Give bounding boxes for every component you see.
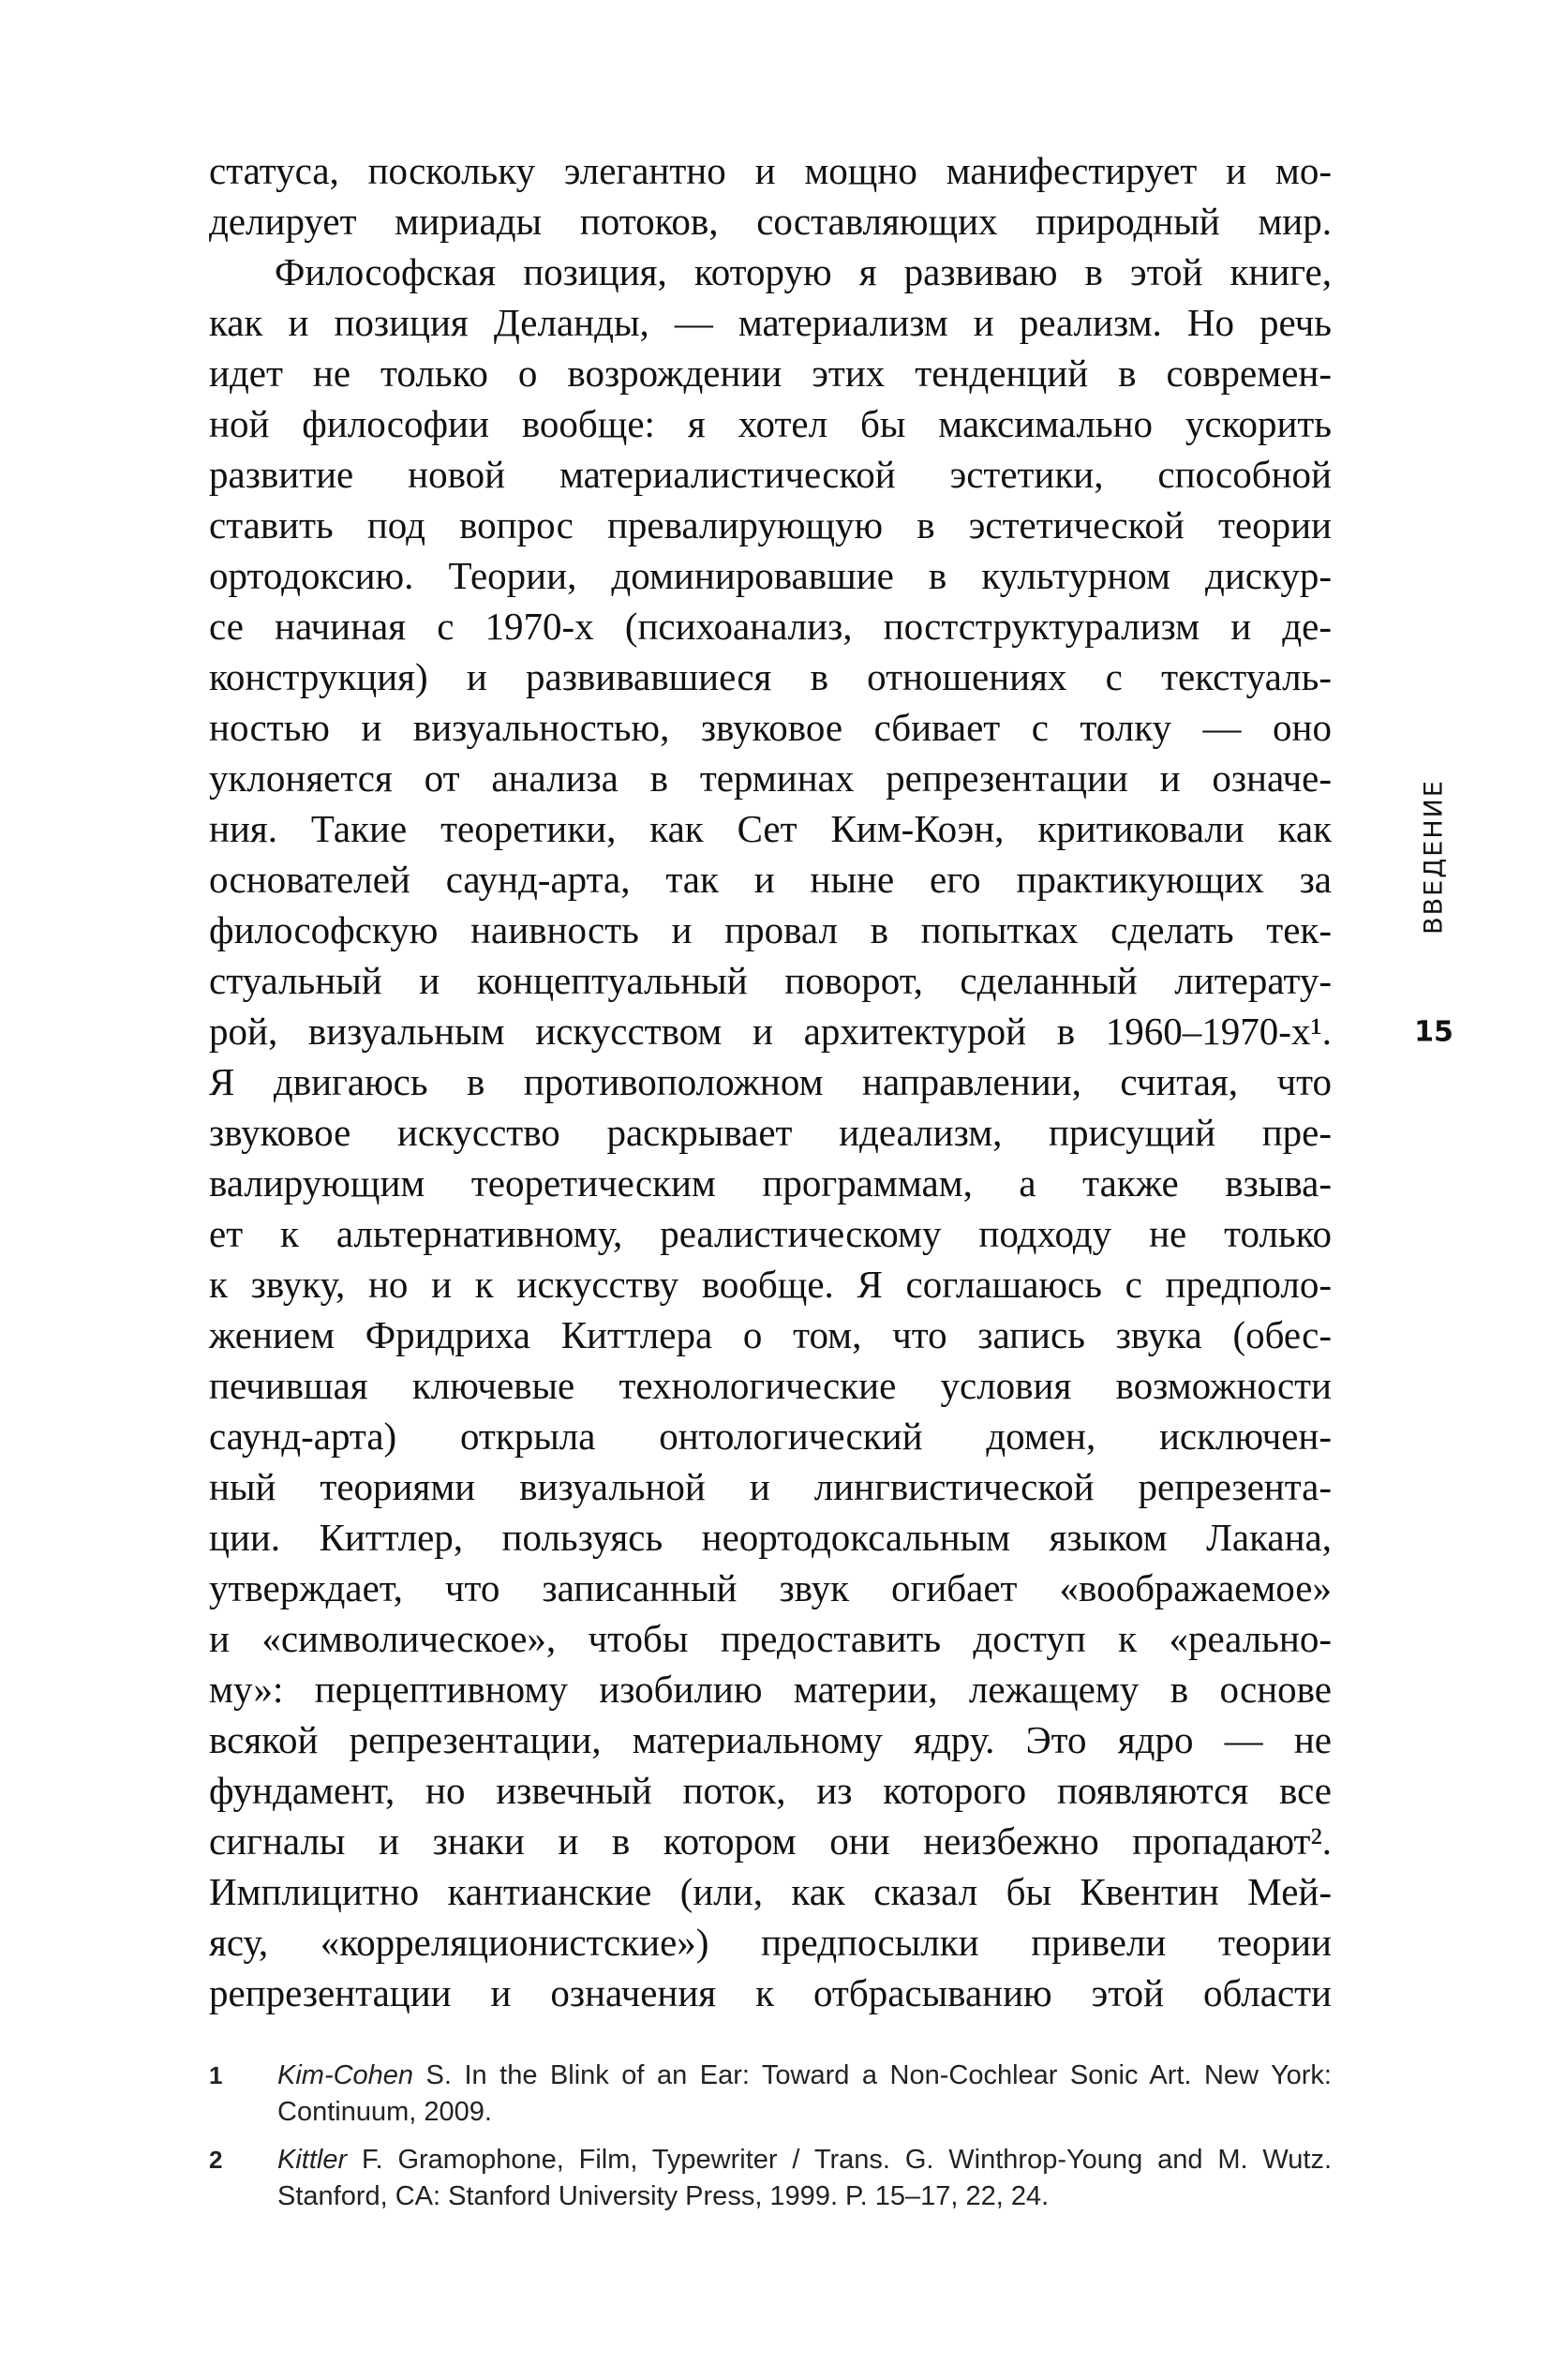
- text-line: ортодоксию. Теории, доминировавшие в культурном дискур-: [209, 554, 1332, 597]
- body-text: [209, 145, 1332, 2018]
- text-line: ясу, «корреляционистские») предпосылки привели теории: [209, 1921, 1332, 1964]
- page-number: 15: [1414, 1015, 1453, 1049]
- text-line: валирующим теоретическим программам, а также взыва-: [209, 1161, 1332, 1205]
- text-line: рой, визуальным искусством и архитектурой в 1960–1970-х¹.: [209, 1010, 1332, 1053]
- text-line: репрезентации и означения к отбрасыванию этой области: [209, 1971, 1332, 2014]
- text-line: ет к альтернативному, реалистическому подходу не только: [209, 1212, 1332, 1255]
- text-line: звуковое искусство раскрывает идеализм, присущий пре-: [209, 1111, 1332, 1154]
- text-line: к звуку, но и к искусству вообще. Я соглашаюсь с предполо-: [209, 1263, 1332, 1306]
- text-line: как и позиция Деланды, — материализм и реализм. Но речь: [209, 301, 1332, 344]
- running-section-label: ВВЕДЕНИЕ: [1419, 779, 1449, 935]
- text-line: ностью и визуальностью, звуковое сбивает с толку — оно: [209, 706, 1332, 749]
- text-line: се начиная с 1970-х (психоанализ, постструктурализм и де-: [209, 605, 1332, 648]
- text-line: развитие новой материалистической эстетики, способной: [209, 453, 1332, 496]
- text-line: философскую наивность и провал в попытках сделать тек-: [209, 908, 1332, 951]
- text-line: стуальный и концептуальный поворот, сделанный литерату-: [209, 959, 1332, 1002]
- footnote-1: [209, 2058, 1332, 2131]
- footnote-author: Kim-Cohen: [277, 2060, 414, 2090]
- footnote-text: [277, 2142, 1332, 2215]
- text-line: печившая ключевые технологические условия возможности: [209, 1364, 1332, 1407]
- text-line: ный теориями визуальной и лингвистической репрезента-: [209, 1465, 1332, 1508]
- text-line: ния. Такие теоретики, как Сет Ким-Коэн, критиковали как: [209, 807, 1332, 850]
- footnotes: [209, 2058, 1332, 2226]
- text-line: саунд-арта) открыла онтологический домен, исключен-: [209, 1415, 1332, 1458]
- text-line: Я двигаюсь в противоположном направлении, считая, что: [209, 1060, 1332, 1103]
- text-line: жением Фридриха Киттлера о том, что запись звука (обес-: [209, 1313, 1332, 1356]
- footnote-number: 1: [209, 2061, 223, 2089]
- text-line: делирует мириады потоков, составляющих природный мир.: [209, 200, 1332, 243]
- text-line: ставить под вопрос превалирующую в эстетической теории: [209, 503, 1332, 546]
- footnote-author: Kittler: [277, 2145, 348, 2175]
- text-line: ной философии вообще: я хотел бы максимально ускорить: [209, 402, 1332, 445]
- text-line: всякой репрезентации, материальному ядру. Это ядро — не: [209, 1718, 1332, 1761]
- text-line: и «символическое», чтобы предоставить доступ к «реально-: [209, 1617, 1332, 1660]
- text-line: утверждает, что записанный звук огибает «воображаемое»: [209, 1566, 1332, 1609]
- text-line: уклоняется от анализа в терминах репрезентации и означе-: [209, 756, 1332, 800]
- text-line: фундамент, но извечный поток, из которого появляются все: [209, 1769, 1332, 1812]
- text-line: основателей саунд-арта, так и ныне его практикующих за: [209, 858, 1332, 901]
- text-line: конструкция) и развивавшиеся в отношениях с текстуаль-: [209, 655, 1332, 698]
- text-line: ции. Киттлер, пользуясь неортодоксальным языком Лакана,: [209, 1516, 1332, 1559]
- footnote-2: [209, 2142, 1332, 2215]
- footnote-number: 2: [209, 2146, 223, 2174]
- footnote-citation: F. Gramophone, Film, Typewriter / Trans. G. Winthrop-Young and M. Wutz. Stanford, CA: Stanford University Press, 1999. P. 15–17, 22, 24.: [277, 2145, 1332, 2211]
- text-line: сигналы и знаки и в котором они неизбежно пропадают².: [209, 1819, 1332, 1863]
- text-line: му»: перцептивному изобилию материи, лежащему в основе: [209, 1668, 1332, 1711]
- text-line: идет не только о возрождении этих тенденций в современ-: [209, 352, 1332, 395]
- footnote-citation: S. In the Blink of an Ear: Toward a Non-Cochlear Sonic Art. New York: Continuum, 2009.: [277, 2060, 1332, 2127]
- text-line: статуса, поскольку элегантно и мощно манифестирует и мо-: [209, 149, 1332, 192]
- footnote-text: [277, 2058, 1332, 2131]
- text-line: Философская позиция, которую я развиваю в этой книге,: [275, 250, 1332, 293]
- text-line: Имплицитно кантианские (или, как сказал бы Квентин Мей-: [209, 1870, 1332, 1913]
